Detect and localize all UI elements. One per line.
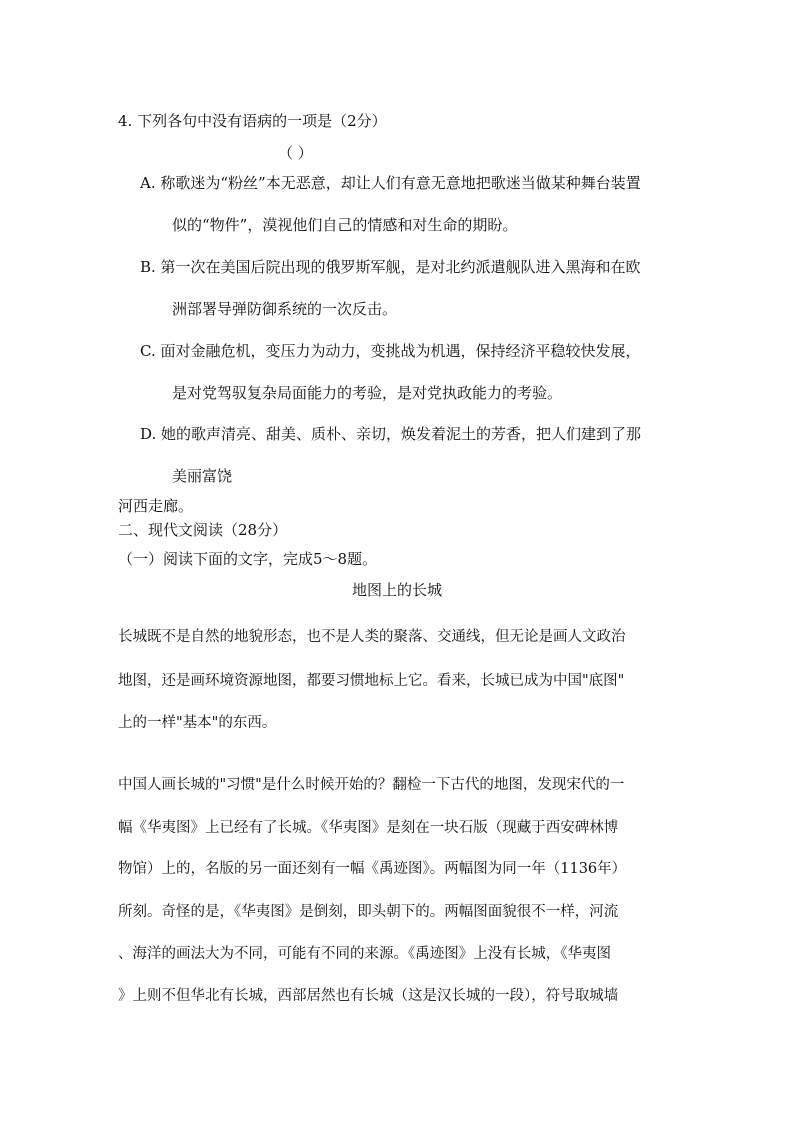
answer-bracket: （ ） <box>278 144 313 162</box>
section-heading: 二、现代文阅读（28分） <box>118 521 288 539</box>
article-line: 上的一样"基本"的东西。 <box>118 715 277 731</box>
option-a-line1: A. 称歌迷为“粉丝”本无恶意，却让人们有意无意地把歌迷当做某种舞台装置 <box>140 174 641 192</box>
section-instruction: （一）阅读下面的文字，完成5～8题。 <box>118 550 378 568</box>
article-line: 中国人画长城的"习惯"是什么时候开始的？翻检一下古代的地图，发现宋代的一 <box>118 777 625 793</box>
question-stem: 4. 下列各句中没有语病的一项是（2分） <box>118 112 387 130</box>
article-title: 地图上的长城 <box>351 581 442 599</box>
article-line: 物馆）上的，名版的另一面还刻有一幅《禹迹图》。两幅图为同一年（1136年） <box>118 861 627 877</box>
option-b-line2: 洲部署导弹防御系统的一次反击。 <box>172 300 398 318</box>
article-line: 长城既不是自然的地貌形态，也不是人类的聚落、交通线，但无论是画人文政治 <box>118 629 626 645</box>
option-a-line2: 似的“物件”，漠视他们自己的情感和对生命的期盼。 <box>172 216 518 234</box>
option-c-line1: C. 面对金融危机，变压力为动力，变挑战为机遇，保持经济平稳较快发展， <box>140 342 641 360</box>
option-d-line1: D. 她的歌声清亮、甜美、质朴、亲切，焕发着泥土的芳香，把人们建到了那 <box>140 425 642 443</box>
article-line: 幅《华夷图》上已经有了长城。《华夷图》是刻在一块石版（现藏于西安碑林博 <box>118 820 619 836</box>
article-line: 、海洋的画法大为不同，可能有不同的来源。《禹迹图》上没有长城，《华夷图 <box>118 946 611 962</box>
article-line: 所刻。奇怪的是，《华夷图》是倒刻，即头朝下的。两幅图面貌很不一样，河流 <box>118 904 619 920</box>
option-c-line2: 是对党驾驭复杂局面能力的考验，是对党执政能力的考验。 <box>172 384 563 402</box>
option-b-line1: B. 第一次在美国后院出现的俄罗斯军舰，是对北约派遣舰队进入黑海和在欧 <box>140 258 641 276</box>
article-line: 地图，还是画环境资源地图，都要习惯地标上它。看来，长城已成为中国"底图" <box>118 673 625 689</box>
option-d-line2: 美丽富饶 <box>172 467 233 485</box>
article-line: 》上则不但华北有长城，西部居然也有长城（这是汉长城的一段），符号取城墙 <box>118 988 619 1004</box>
option-d-line3: 河西走廊。 <box>118 497 194 515</box>
